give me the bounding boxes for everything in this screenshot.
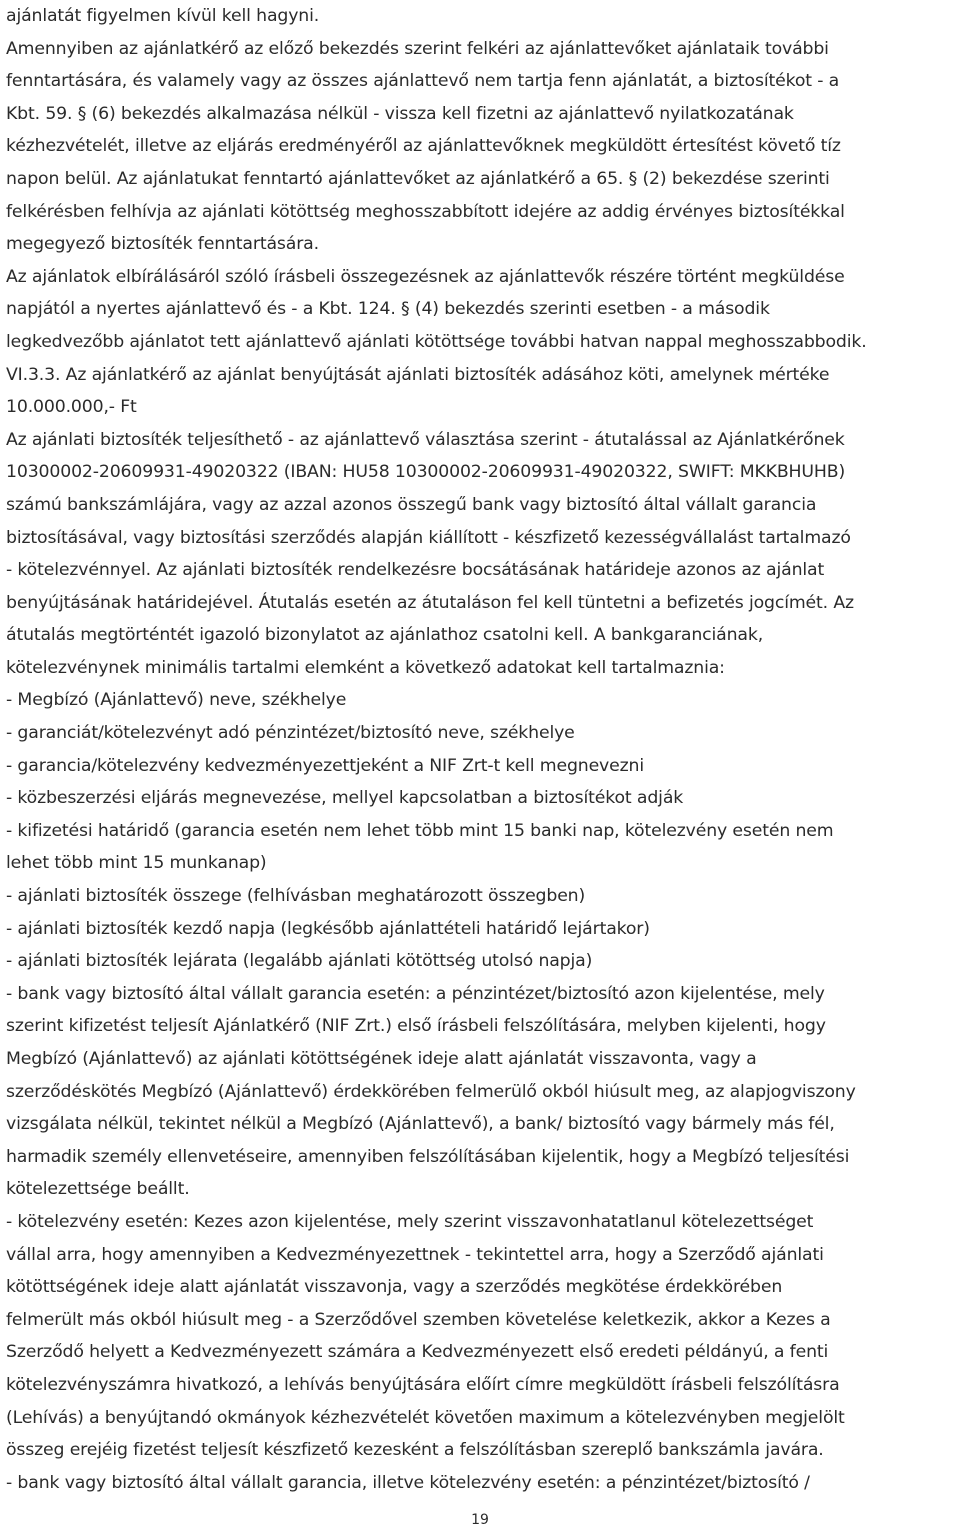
list-item: - kötelezvény esetén: Kezes azon kijelentése, mely szerint visszavonhatatlanul kötelezettséget	[6, 1211, 814, 1232]
text-line: legkedvezőbb ajánlatot tett ajánlattevő ajánlati kötöttsége további hatvan nappal meghosszabbodik.	[6, 331, 867, 352]
text-line: napjától a nyertes ajánlattevő és - a Kbt. 124. § (4) bekezdés szerinti esetben - a második	[6, 299, 770, 320]
text-line: Megbízó (Ajánlattevő) az ajánlati kötöttségének ideje alatt ajánlatát visszavonta, vagy a	[6, 1049, 757, 1069]
text-line: szerint kifizetést teljesít Ajánlatkérő (NIF Zrt.) első írásbeli felszólítására, melyben kijelenti, hogy	[6, 1016, 826, 1037]
text-line: kötelezettsége beállt.	[6, 1179, 190, 1200]
text-line: fenntartására, és valamely vagy az összes ajánlattevő nem tartja fenn ajánlatát, a biztosítékot - a	[6, 71, 840, 92]
list-item: - ajánlati biztosíték lejárata (legalább ajánlati kötöttség utolsó napja)	[6, 951, 593, 972]
text-line: vállal arra, hogy amennyiben a Kedvezményezettnek - tekintettel arra, hogy a Szerződő ajánlati	[6, 1244, 824, 1265]
text-line: 10300002-20609931-49020322 (IBAN: HU58 10300002-20609931-49020322, SWIFT: MKKBHUHB)	[6, 462, 846, 483]
text-line: számú bankszámlájára, vagy az azzal azonos összegű bank vagy biztosító által vállalt garancia	[6, 494, 817, 515]
text-line: felkérésben felhívja az ajánlati kötöttség meghosszabbított idejére az addig érvényes biztosítékkal	[6, 201, 845, 222]
text-line: vizsgálata nélkül, tekintet nélkül a Megbízó (Ajánlattevő), a bank/ biztosító vagy bármely más fél,	[6, 1114, 835, 1135]
text-line: 10.000.000,- Ft	[6, 397, 137, 418]
text-line: felmerült más okból hiúsult meg - a Szerződővel szemben követelése keletkezik, akkor a Kezes a	[6, 1309, 831, 1330]
list-item: - bank vagy biztosító által vállalt garancia esetén: a pénzintézet/biztosító azon kijelentése, mely	[6, 983, 825, 1004]
text-line: biztosításával, vagy biztosítási szerződés alapján kiállított - készfizető kezességvállalást tartalmazó	[6, 527, 851, 548]
list-item: - Megbízó (Ajánlattevő) neve, székhelye	[6, 690, 347, 711]
text-line: kötöttségének ideje alatt ajánlatát visszavonja, vagy a szerződés megkötése érdekkörében	[6, 1277, 783, 1298]
text-line: harmadik személy ellenvetéseire, amennyiben felszólításában kijelentik, hogy a Megbízó teljesítési	[6, 1146, 850, 1167]
text-line: összeg erejéig fizetést teljesít készfizető kezesként a felszólításban szereplő bankszámla javára.	[6, 1440, 824, 1461]
list-item: - ajánlati biztosíték összege (felhívásban meghatározott összegben)	[6, 886, 586, 907]
text-line: szerződéskötés Megbízó (Ajánlattevő) érdekkörében felmerülő okból hiúsult meg, az alapjogviszony	[6, 1081, 856, 1102]
text-line: megegyező biztosíték fenntartására.	[6, 234, 319, 255]
list-item: - közbeszerzési eljárás megnevezése, mellyel kapcsolatban a biztosítékot adják	[6, 788, 684, 809]
text-line: ajánlatát figyelmen kívül kell hagyni.	[6, 6, 320, 26]
text-line: VI.3.3. Az ajánlatkérő az ajánlat benyújtását ajánlati biztosíték adásához köti, amelynek mértéke	[6, 364, 830, 385]
text-line: lehet több mint 15 munkanap)	[6, 853, 267, 874]
text-line: kötelezvényszámra hivatkozó, a lehívás benyújtására előírt címre megküldött írásbeli felszólításra	[6, 1374, 840, 1395]
text-line: Az ajánlati biztosíték teljesíthető - az ajánlattevő választása szerint - átutalással az Ajánlatkérőnek	[6, 429, 845, 450]
list-item: - bank vagy biztosító által vállalt garancia, illetve kötelezvény esetén: a pénzintézet/biztosító /	[6, 1472, 810, 1493]
text-line: Az ajánlatok elbírálásáról szóló írásbeli összegezésnek az ajánlattevők részére történt megküldése	[6, 266, 845, 287]
text-line: átutalás megtörténtét igazoló bizonylatot az ajánlathoz csatolni kell. A bankgaranciának,	[6, 625, 764, 646]
text-line: napon belül. Az ajánlatukat fenntartó ajánlattevőket az ajánlatkérő a 65. § (2) bekezdése szerinti	[6, 168, 830, 189]
list-item: - kifizetési határidő (garancia esetén nem lehet több mint 15 banki nap, kötelezvény esetén nem	[6, 820, 834, 841]
document-page	[6, 0, 956, 1499]
page-number: 19	[471, 1512, 489, 1528]
list-item: - garancia/kötelezvény kedvezményezettjeként a NIF Zrt-t kell megnevezni	[6, 755, 644, 776]
text-line: Kbt. 59. § (6) bekezdés alkalmazása nélkül - vissza kell fizetni az ajánlattevő nyilatkozatának	[6, 103, 794, 124]
text-line: kötelezvénynek minimális tartalmi elemként a következő adatokat kell tartalmaznia:	[6, 657, 725, 678]
text-line: Amennyiben az ajánlatkérő az előző bekezdés szerint felkéri az ajánlattevőket ajánlataik további	[6, 38, 829, 59]
list-item: - garanciát/kötelezvényt adó pénzintézet/biztosító neve, székhelye	[6, 723, 575, 744]
text-line: kézhezvételét, illetve az eljárás eredményéről az ajánlattevőknek megküldött értesítést követő tíz	[6, 136, 841, 157]
text-line: (Lehívás) a benyújtandó okmányok kézhezvételét követően maximum a kötelezvényben megjelölt	[6, 1407, 845, 1428]
text-line: Szerződő helyett a Kedvezményezett számára a Kedvezményezett első eredeti példányú, a fenti	[6, 1342, 829, 1363]
text-line: - kötelezvénnyel. Az ajánlati biztosíték rendelkezésre bocsátásának határideje azonos az ajánlat	[6, 560, 825, 581]
text-line: benyújtásának határidejével. Átutalás esetén az átutaláson fel kell tüntetni a befizetés jogcímét. Az	[6, 592, 854, 613]
list-item: - ajánlati biztosíték kezdő napja (legkésőbb ajánlattételi határidő lejártakor)	[6, 918, 650, 939]
